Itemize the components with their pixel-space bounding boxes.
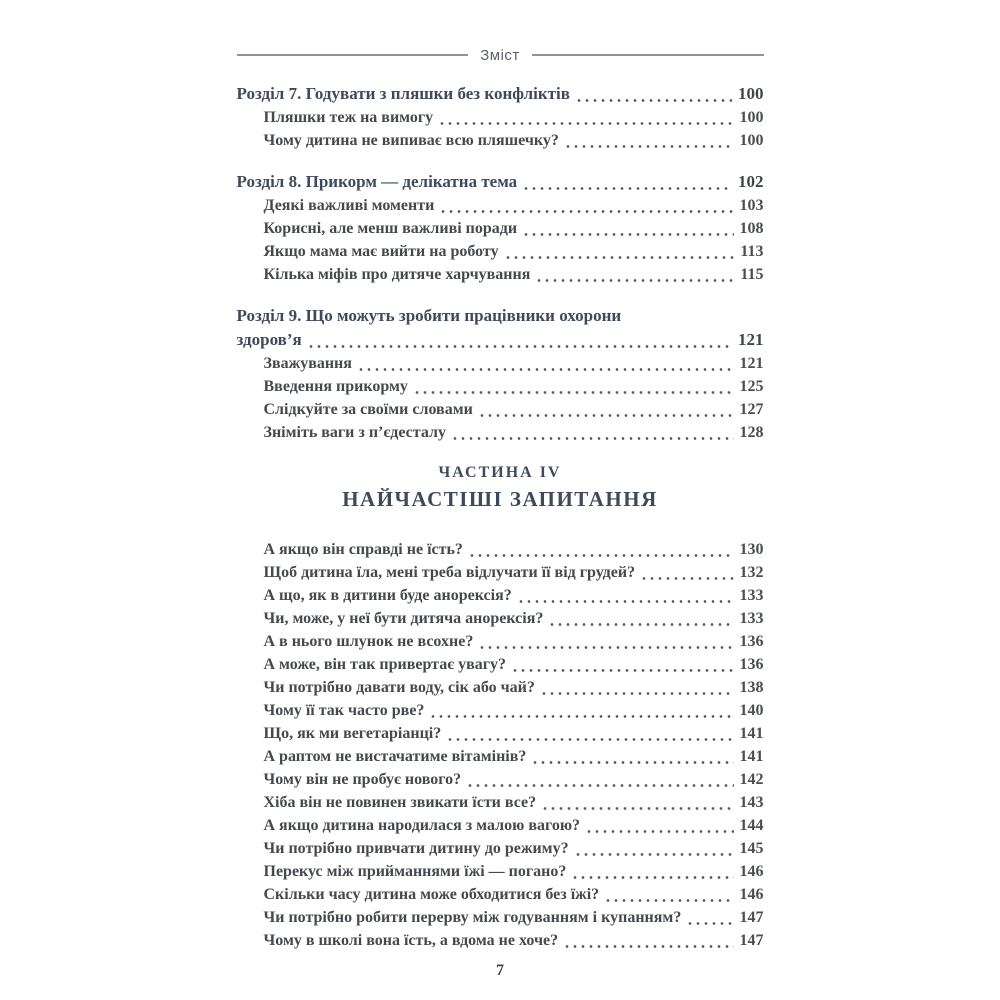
toc-row-page: 147 — [739, 909, 764, 926]
dot-leader — [511, 667, 733, 672]
toc-row — [237, 82, 764, 106]
page-number: 7 — [496, 962, 504, 979]
toc-row-page: 130 — [739, 541, 764, 558]
toc-row-title: здоров’я — [236, 330, 302, 349]
dot-leader — [504, 254, 735, 259]
toc-row-page: 142 — [739, 771, 764, 788]
toc-row — [237, 837, 764, 860]
toc-row-title: Чи потрібно привчати дитину до режиму? — [263, 840, 569, 857]
toc-row-page: 138 — [739, 679, 764, 696]
page-header — [237, 44, 764, 66]
toc-row-title: Чи потрібно робити перерву між годуванням і купанням? — [263, 909, 682, 926]
toc-row — [237, 328, 764, 352]
toc-row — [237, 814, 764, 837]
toc-row — [237, 653, 764, 676]
toc-row-title: Чому в школі вона їсть, а вдома не хоче? — [263, 932, 559, 949]
toc-row-page: 133 — [739, 610, 764, 627]
toc-row-page: 144 — [739, 817, 764, 834]
toc-row-page: 143 — [739, 794, 764, 811]
toc-row-title: А що, як в дитини буде анорексія? — [263, 587, 512, 604]
toc-row-title: Хіба він не повинен звикати їсти все? — [263, 794, 537, 811]
toc-row-page: 146 — [739, 886, 764, 903]
toc-row — [237, 106, 764, 129]
dot-leader — [541, 805, 733, 810]
header-rule-left — [237, 54, 469, 56]
toc-row — [237, 375, 764, 398]
toc-row-page: 113 — [740, 243, 764, 260]
dot-leader — [548, 621, 733, 626]
toc-row-page: 140 — [739, 702, 764, 719]
toc-row-page: 121 — [739, 355, 764, 372]
dot-leader — [429, 713, 733, 718]
toc-row-page: 115 — [740, 266, 764, 283]
toc-row-title: Щоб дитина їла, мені треба відлучати її від грудей? — [263, 564, 636, 581]
dot-leader — [466, 782, 733, 787]
toc-row-title: Деякі важливі моменти — [263, 197, 435, 214]
dot-leader — [571, 874, 733, 879]
header-rule-right — [532, 54, 764, 56]
toc-row — [237, 883, 764, 906]
toc-row — [237, 860, 764, 883]
dot-leader — [478, 412, 734, 417]
part-title: НАЙЧАСТІШІ ЗАПИТАННЯ — [342, 487, 658, 511]
toc-row-title: Чому дитина не випиває всю пляшечку? — [263, 132, 559, 149]
toc-row-title: Розділ 7. Годувати з пляшки без конфліктів — [236, 84, 570, 103]
toc-row — [237, 217, 764, 240]
toc-row-title: Зніміть ваги з п’єдесталу — [263, 424, 446, 441]
toc-row — [237, 791, 764, 814]
dot-leader — [540, 690, 734, 695]
dot-leader — [574, 851, 734, 856]
toc-row — [237, 194, 764, 217]
toc-row — [237, 398, 764, 421]
toc-row-page: 146 — [739, 863, 764, 880]
toc-row-page: 100 — [738, 84, 764, 103]
toc-row-title: А в нього шлунок не всохне? — [263, 633, 474, 650]
toc-section — [237, 82, 764, 152]
toc-row-title: Чому він не пробує нового? — [263, 771, 462, 788]
dot-leader — [522, 231, 733, 236]
toc-row — [237, 421, 764, 444]
toc-row-page: 128 — [739, 424, 764, 441]
toc-row — [237, 129, 764, 152]
toc-row — [237, 699, 764, 722]
toc-sections — [237, 82, 764, 444]
toc-section — [237, 304, 764, 444]
dot-leader — [686, 920, 733, 925]
dot-leader — [439, 208, 733, 213]
toc-row-page: 136 — [739, 656, 764, 673]
toc-row-page: 100 — [739, 109, 764, 126]
dot-leader — [604, 897, 733, 902]
toc-row-title: Зважування — [263, 355, 352, 372]
toc-row — [237, 304, 764, 328]
toc-row-title: А раптом не вистачатиме вітамінів? — [263, 748, 527, 765]
toc-row — [237, 263, 764, 286]
toc-row-title: А якщо дитина народилася з малою вагою? — [263, 817, 581, 834]
dot-leader — [307, 343, 732, 348]
toc-row-page: 136 — [739, 633, 764, 650]
toc-section — [237, 170, 764, 286]
dot-leader — [438, 120, 733, 125]
toc-row-page: 102 — [738, 172, 764, 191]
dot-leader — [564, 143, 734, 148]
part-heading — [237, 462, 764, 514]
toc-row-page: 100 — [739, 132, 764, 149]
toc-row — [237, 352, 764, 375]
dot-leader — [468, 552, 734, 557]
page-title: Зміст — [480, 46, 520, 64]
toc-row-page: 103 — [739, 197, 764, 214]
dot-leader — [517, 598, 734, 603]
toc-row-page: 108 — [739, 220, 764, 237]
questions-list — [237, 538, 764, 952]
toc-row-page: 147 — [739, 932, 764, 949]
dot-leader — [535, 277, 734, 282]
toc-row-title: Слідкуйте за своїми словами — [263, 401, 473, 418]
toc-row-page: 125 — [739, 378, 764, 395]
dot-leader — [522, 185, 732, 190]
toc-row — [237, 768, 764, 791]
toc-row-title: Введення прикорму — [263, 378, 408, 395]
toc-row — [237, 906, 764, 929]
part-kicker: ЧАСТИНА IV — [438, 464, 562, 481]
dot-leader — [531, 759, 733, 764]
toc-row-page: 145 — [739, 840, 764, 857]
toc-row-title: А якщо він справді не їсть? — [263, 541, 463, 558]
toc-row-title: Корисні, але менш важливі поради — [263, 220, 518, 237]
toc-page — [237, 0, 764, 980]
toc-row — [237, 170, 764, 194]
toc-row — [237, 929, 764, 952]
toc-row-title: Пляшки теж на вимогу — [263, 109, 434, 126]
toc-row-page: 132 — [739, 564, 764, 581]
dot-leader — [585, 828, 733, 833]
toc-row — [237, 240, 764, 263]
toc-row-title: Розділ 9. Що можуть зробити працівники охорони — [236, 306, 622, 325]
toc-row-title: Перекус між прийманнями їжі — погано? — [263, 863, 567, 880]
dot-leader — [451, 435, 734, 440]
dot-leader — [357, 366, 734, 371]
toc-row — [237, 676, 764, 699]
dot-leader — [575, 97, 732, 102]
toc-body — [237, 82, 764, 952]
toc-row — [237, 630, 764, 653]
dot-leader — [640, 575, 733, 580]
toc-row — [237, 584, 764, 607]
toc-row-title: Чи, може, у неї бути дитяча анорексія? — [263, 610, 544, 627]
toc-row — [237, 538, 764, 561]
dot-leader — [446, 736, 733, 741]
toc-row-page: 121 — [738, 330, 764, 349]
toc-row — [237, 607, 764, 630]
toc-row-title: Якщо мама має вийти на роботу — [263, 243, 499, 260]
toc-row-title: Скільки часу дитина може обходитися без їжі? — [263, 886, 600, 903]
toc-row-title: Що, як ми вегетаріанці? — [263, 725, 442, 742]
toc-row-title: Кілька міфів про дитяче харчування — [263, 266, 531, 283]
toc-row-page: 127 — [739, 401, 764, 418]
dot-leader — [478, 644, 733, 649]
toc-row-title: А може, він так привертає увагу? — [263, 656, 507, 673]
toc-row-title: Чому її так часто рве? — [263, 702, 425, 719]
toc-row-title: Розділ 8. Прикорм — делікатна тема — [236, 172, 518, 191]
toc-row — [237, 561, 764, 584]
toc-row-page: 141 — [739, 725, 764, 742]
toc-row-page: 133 — [739, 587, 764, 604]
toc-row — [237, 722, 764, 745]
dot-leader — [563, 943, 733, 948]
toc-row-page: 141 — [739, 748, 764, 765]
toc-row — [237, 745, 764, 768]
dot-leader — [413, 389, 734, 394]
toc-row-title: Чи потрібно давати воду, сік або чай? — [263, 679, 535, 696]
